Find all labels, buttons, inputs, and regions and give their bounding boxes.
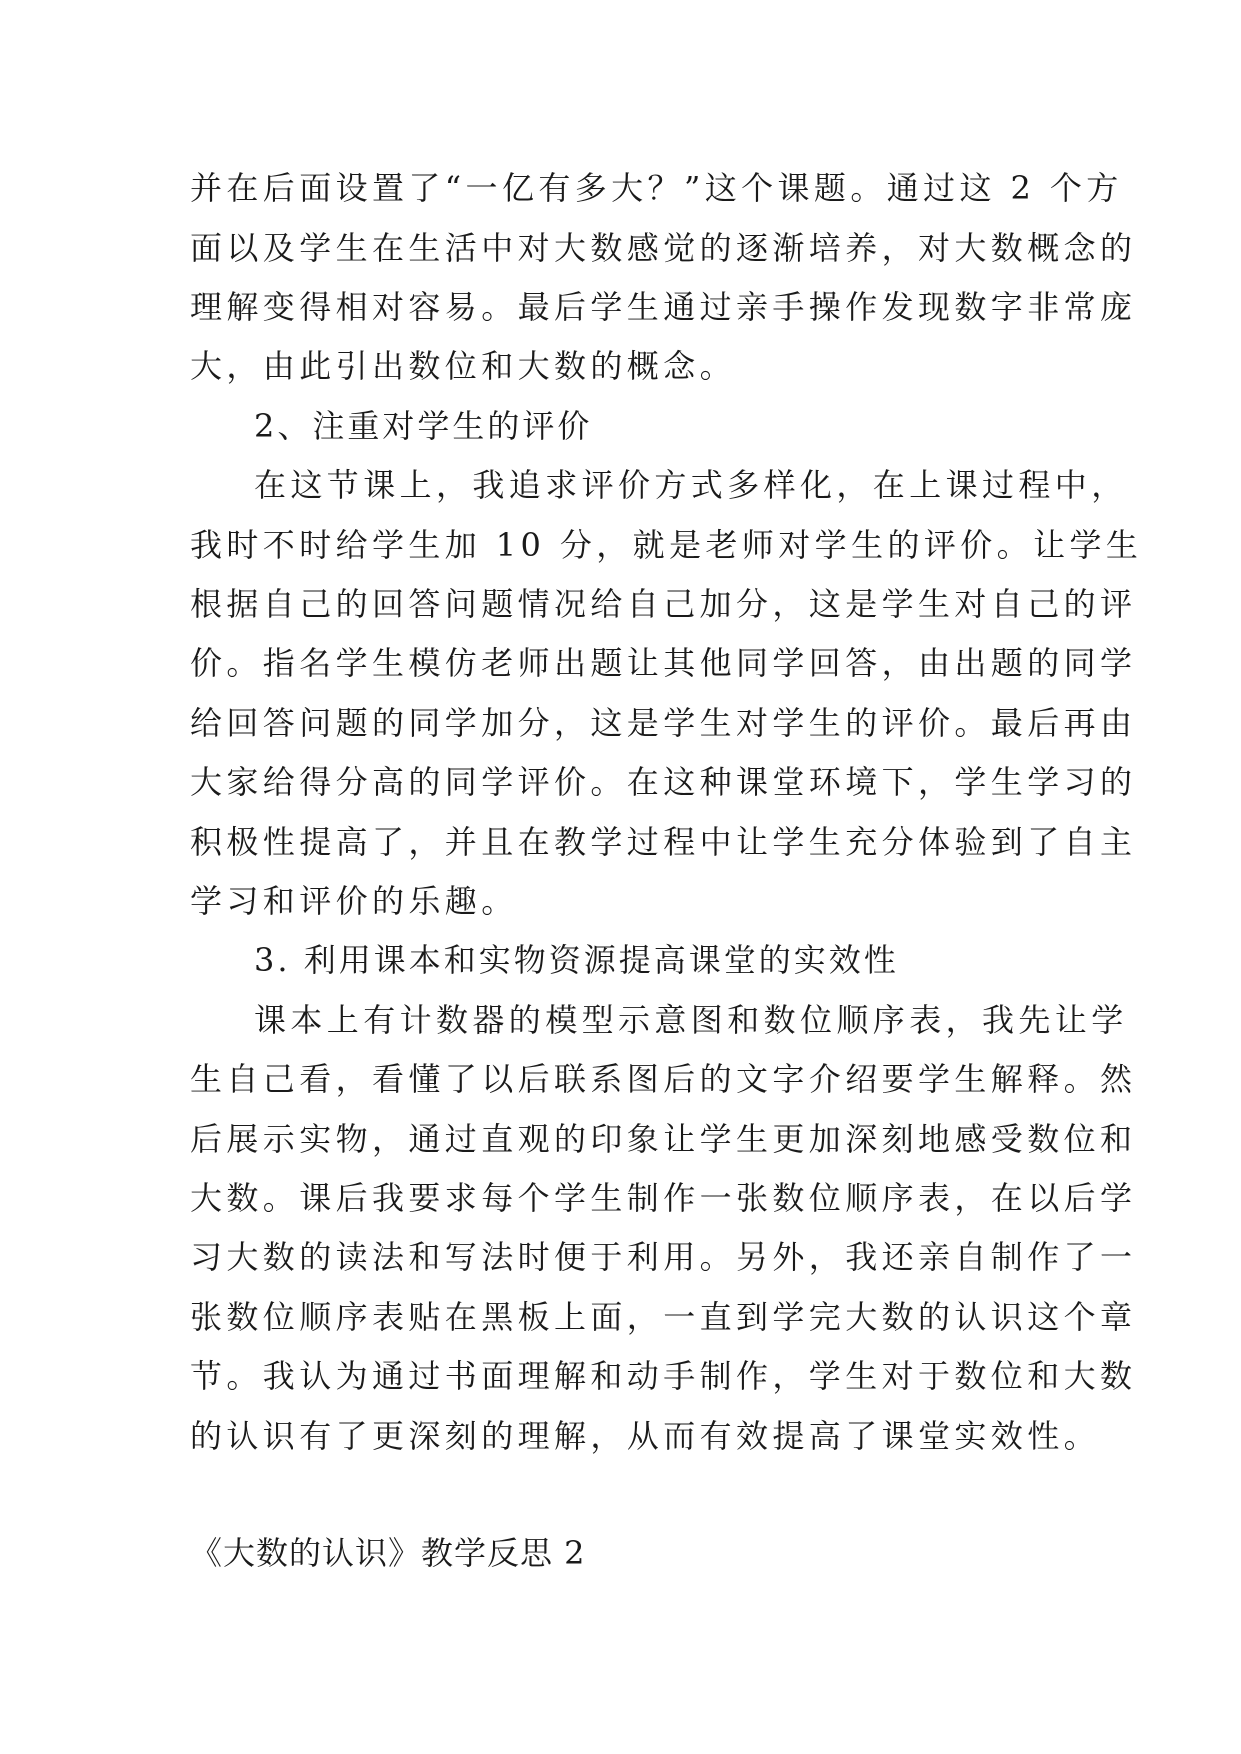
paragraph-line: 学习和评价的乐趣。 xyxy=(190,882,518,920)
paragraph-line: 我时不时给学生加 10 分，就是老师对学生的评价。让学生 xyxy=(190,526,1143,564)
paragraph-line: 理解变得相对容易。最后学生通过亲手操作发现数字非常庞 xyxy=(190,288,1137,326)
section-heading-3: 3. 利用课本和实物资源提高课堂的实效性 xyxy=(254,941,899,979)
document-section-title: 《大数的认识》教学反思 2 xyxy=(190,1534,586,1572)
paragraph-line: 大数。课后我要求每个学生制作一张数位顺序表，在以后学 xyxy=(190,1179,1137,1217)
paragraph-line: 积极性提高了，并且在教学过程中让学生充分体验到了自主 xyxy=(190,823,1137,861)
paragraph-line: 在这节课上，我追求评价方式多样化，在上课过程中， xyxy=(254,466,1128,504)
paragraph-line: 大，由此引出数位和大数的概念。 xyxy=(190,347,737,385)
section-heading-2: 2、注重对学生的评价 xyxy=(254,407,593,445)
paragraph-line: 生自己看，看懂了以后联系图后的文字介绍要学生解释。然 xyxy=(190,1060,1137,1098)
paragraph-line: 面以及学生在生活中对大数感觉的逐渐培养，对大数概念的 xyxy=(190,229,1137,267)
paragraph-line: 节。我认为通过书面理解和动手制作，学生对于数位和大数 xyxy=(190,1357,1137,1395)
paragraph-line: 给回答问题的同学加分，这是学生对学生的评价。最后再由 xyxy=(190,704,1137,742)
paragraph-line: 根据自己的回答问题情况给自己加分，这是学生对自己的评 xyxy=(190,585,1137,623)
paragraph-line: 并在后面设置了“一亿有多大？”这个课题。通过这 2 个方 xyxy=(190,169,1123,207)
paragraph-line: 习大数的读法和写法时便于利用。另外，我还亲自制作了一 xyxy=(190,1238,1137,1276)
paragraph-line: 大家给得分高的同学评价。在这种课堂环境下，学生学习的 xyxy=(190,763,1137,801)
paragraph-line: 价。指名学生模仿老师出题让其他同学回答，由出题的同学 xyxy=(190,644,1137,682)
paragraph-line: 的认识有了更深刻的理解，从而有效提高了课堂实效性。 xyxy=(190,1417,1101,1455)
paragraph-line: 课本上有计数器的模型示意图和数位顺序表，我先让学 xyxy=(254,1001,1128,1039)
paragraph-line: 张数位顺序表贴在黑板上面，一直到学完大数的认识这个章 xyxy=(190,1298,1137,1336)
paragraph-line: 后展示实物，通过直观的印象让学生更加深刻地感受数位和 xyxy=(190,1120,1137,1158)
